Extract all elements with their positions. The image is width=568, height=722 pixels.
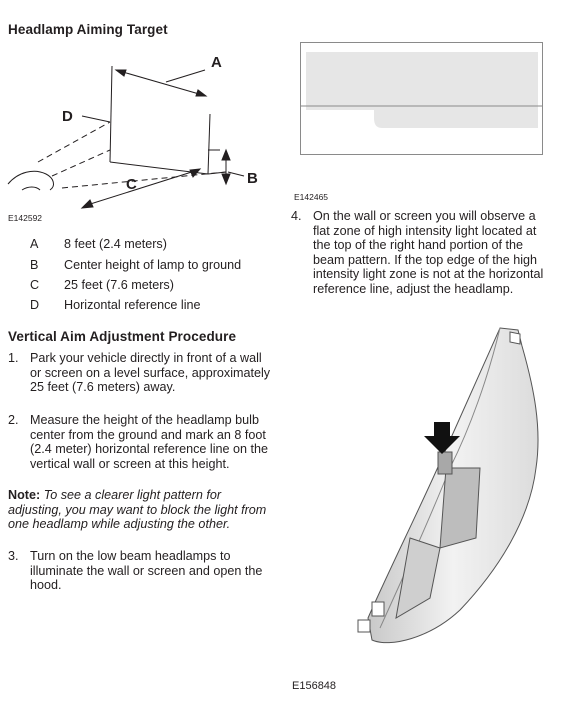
headlamp-illustration — [350, 318, 550, 658]
legend-value: Center height of lamp to ground — [64, 258, 242, 272]
step-text: Park your vehicle directly in front of a wall or screen on a level surface, approximately 25 feet (7.6 meters) away. — [30, 351, 271, 395]
step-text: Measure the height of the headlamp bulb center from the ground and mark an 8 foot (2.4 meter) horizontal reference line on the vertical wall or screen at this height. — [30, 413, 269, 471]
vertical-heading: Vertical Aim Adjustment Procedure — [8, 329, 237, 344]
step-item — [291, 209, 551, 309]
step-number: 4. — [291, 209, 302, 223]
step-number: 3. — [8, 549, 19, 563]
legend-value: 25 feet (7.6 meters) — [64, 278, 174, 292]
diagram-label-b: B — [247, 170, 258, 187]
legend-key: B — [30, 258, 39, 272]
diagram-label-c: C — [126, 176, 137, 193]
step-item — [8, 549, 278, 599]
note-text: To see a clearer light pattern for adjusting, you may want to block the light from one headlamp while adjusting the other. — [8, 488, 267, 532]
step-number: 1. — [8, 351, 19, 365]
diagram-label-a: A — [211, 54, 222, 71]
headlamp-figure-id: E156848 — [292, 680, 337, 692]
legend-value: Horizontal reference line — [64, 298, 201, 312]
legend-key: D — [30, 298, 40, 312]
legend-value: 8 feet (2.4 meters) — [64, 237, 167, 251]
aiming-figure-id: E142592 — [8, 213, 43, 223]
step-item — [8, 413, 278, 488]
beam-figure-id: E142465 — [294, 192, 329, 202]
legend-key: A — [30, 237, 39, 251]
beam-pattern-diagram — [300, 42, 544, 156]
aiming-heading: Headlamp Aiming Target — [8, 22, 168, 37]
step-text: Turn on the low beam headlamps to illuminate the wall or screen and open the hood. — [30, 549, 263, 593]
step-item — [8, 351, 278, 421]
diagram-label-d: D — [62, 108, 73, 125]
legend-key: C — [30, 278, 40, 292]
note — [8, 488, 270, 532]
step-text: On the wall or screen you will observe a flat zone of high intensity light located at the top of the right hand portion of the beam pattern. If the top edge of the high intensity light zone is not at the horizontal reference line, adjust the headlamp. — [313, 209, 544, 296]
note-label: Note: — [8, 488, 41, 502]
step-number: 2. — [8, 413, 19, 427]
aiming-diagram — [0, 50, 280, 230]
